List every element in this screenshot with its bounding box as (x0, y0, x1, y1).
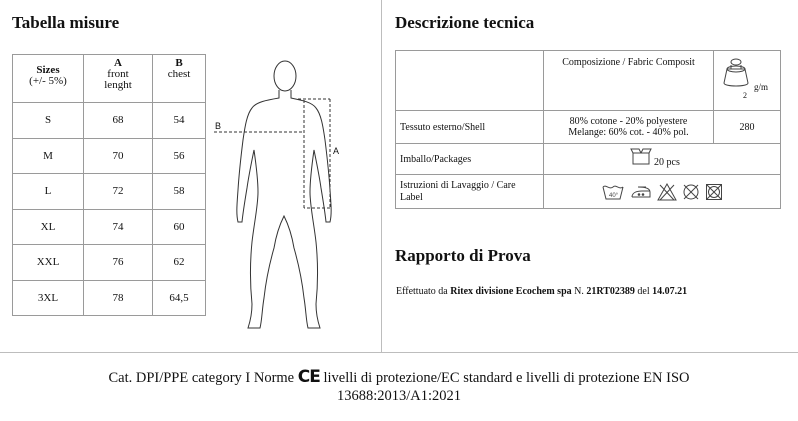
size-table-header (13, 55, 206, 103)
package-cell (544, 144, 781, 175)
chest-cell: 58 (153, 174, 206, 210)
shell-composition (544, 111, 714, 144)
footer-part1: Cat. DPI/PPE category I Norme (108, 370, 295, 386)
sizes-header (13, 55, 84, 103)
horizontal-divider (0, 352, 798, 353)
weight-header-cell (714, 51, 781, 111)
footer-line1 (0, 368, 798, 387)
table-row (13, 245, 206, 281)
care-label-line1: Istruzioni di Lavaggio / Care (400, 179, 516, 191)
report-prefix: Effettuato da (396, 286, 448, 297)
no-tumble-dry-icon (705, 183, 723, 201)
weight-unit-exponent: 2 (743, 91, 747, 100)
size-table-title: Tabella misure (12, 13, 120, 32)
front-length-cell: 74 (84, 209, 153, 245)
weight-icon (722, 57, 750, 91)
care-label-line2: Label (400, 191, 423, 203)
report-lab: Ritex divisione Ecochem spa (450, 286, 572, 297)
chest-cell: 54 (153, 103, 206, 139)
front-length-cell: 70 (84, 138, 153, 174)
size-cell: L (13, 174, 84, 210)
table-row (13, 280, 206, 316)
chest-cell: 60 (153, 209, 206, 245)
report-date: 14.07.21 (652, 286, 688, 297)
size-cell: XXL (13, 245, 84, 281)
front-length-cell: 68 (84, 103, 153, 139)
col-b-letter: B (175, 57, 183, 69)
wash-temp-label: 40° (609, 192, 619, 199)
box-icon (630, 147, 652, 165)
chest-cell: 64,5 (153, 280, 206, 316)
no-dry-clean-icon (682, 183, 700, 201)
footer-certification (0, 368, 798, 405)
no-bleach-icon (657, 183, 677, 201)
col-a-letter: A (114, 57, 122, 69)
table-row (13, 138, 206, 174)
sizes-label: Sizes (36, 64, 60, 76)
composition-row (396, 51, 781, 111)
report-del: del (637, 286, 650, 297)
footer-part2: livelli di protezione/EC standard e livelli di protezione EN ISO (323, 370, 690, 386)
report-n-label: N. (574, 286, 584, 297)
table-row (13, 103, 206, 139)
tech-table (395, 50, 781, 209)
table-row (13, 174, 206, 210)
chest-cell: 56 (153, 138, 206, 174)
body-measurement-figure (212, 56, 352, 334)
composition-label: Composizione / Fabric Composit (562, 57, 695, 68)
table-row (13, 209, 206, 245)
report-number: 21RT02389 (586, 286, 635, 297)
care-icons (544, 175, 780, 208)
shell-composition-line1: 80% cotone - 20% polyestere (569, 116, 688, 127)
package-value: 20 pcs (654, 157, 680, 168)
size-cell: M (13, 138, 84, 174)
size-cell: XL (13, 209, 84, 245)
front-length-cell: 72 (84, 174, 153, 210)
test-report-title: Rapporto di Prova (395, 246, 531, 265)
test-report-text (396, 286, 687, 297)
care-icons-cell (544, 175, 781, 209)
sizes-tolerance: (+/- 5%) (29, 75, 67, 87)
tech-description-title: Descrizione tecnica (395, 13, 535, 32)
front-length-cell: 78 (84, 280, 153, 316)
shell-label: Tessuto esterno/Shell (396, 111, 544, 144)
col-a-header (84, 55, 153, 103)
size-table (12, 54, 206, 316)
chest-cell: 62 (153, 245, 206, 281)
size-cell: S (13, 103, 84, 139)
col-b-header (153, 55, 206, 103)
shell-weight: 280 (714, 111, 781, 144)
shell-row (396, 111, 781, 144)
care-row (396, 175, 781, 209)
iron-icon (630, 184, 652, 200)
col-b-line1: chest (167, 68, 191, 80)
size-cell: 3XL (13, 280, 84, 316)
shell-composition-line2: Melange: 60% cot. - 40% pol. (568, 127, 689, 138)
col-a-line1: front (107, 68, 129, 80)
col-a-line2: lenght (104, 79, 132, 91)
package-row (396, 144, 781, 175)
wash-40-icon (601, 183, 625, 201)
vertical-divider (381, 0, 382, 352)
front-length-cell: 76 (84, 245, 153, 281)
package-label: Imballo/Packages (396, 144, 544, 175)
figure-label-a: A (333, 146, 340, 156)
weight-unit: g/m (754, 82, 769, 92)
care-label (396, 175, 544, 209)
footer-line2: 13688:2013/A1:2021 (336, 388, 462, 404)
figure-head (274, 61, 296, 91)
composition-header-cell (544, 51, 714, 111)
figure-body-outline (237, 90, 331, 328)
empty-cell (396, 51, 544, 111)
ce-mark: CE (297, 367, 320, 387)
figure-label-b: B (215, 121, 222, 131)
